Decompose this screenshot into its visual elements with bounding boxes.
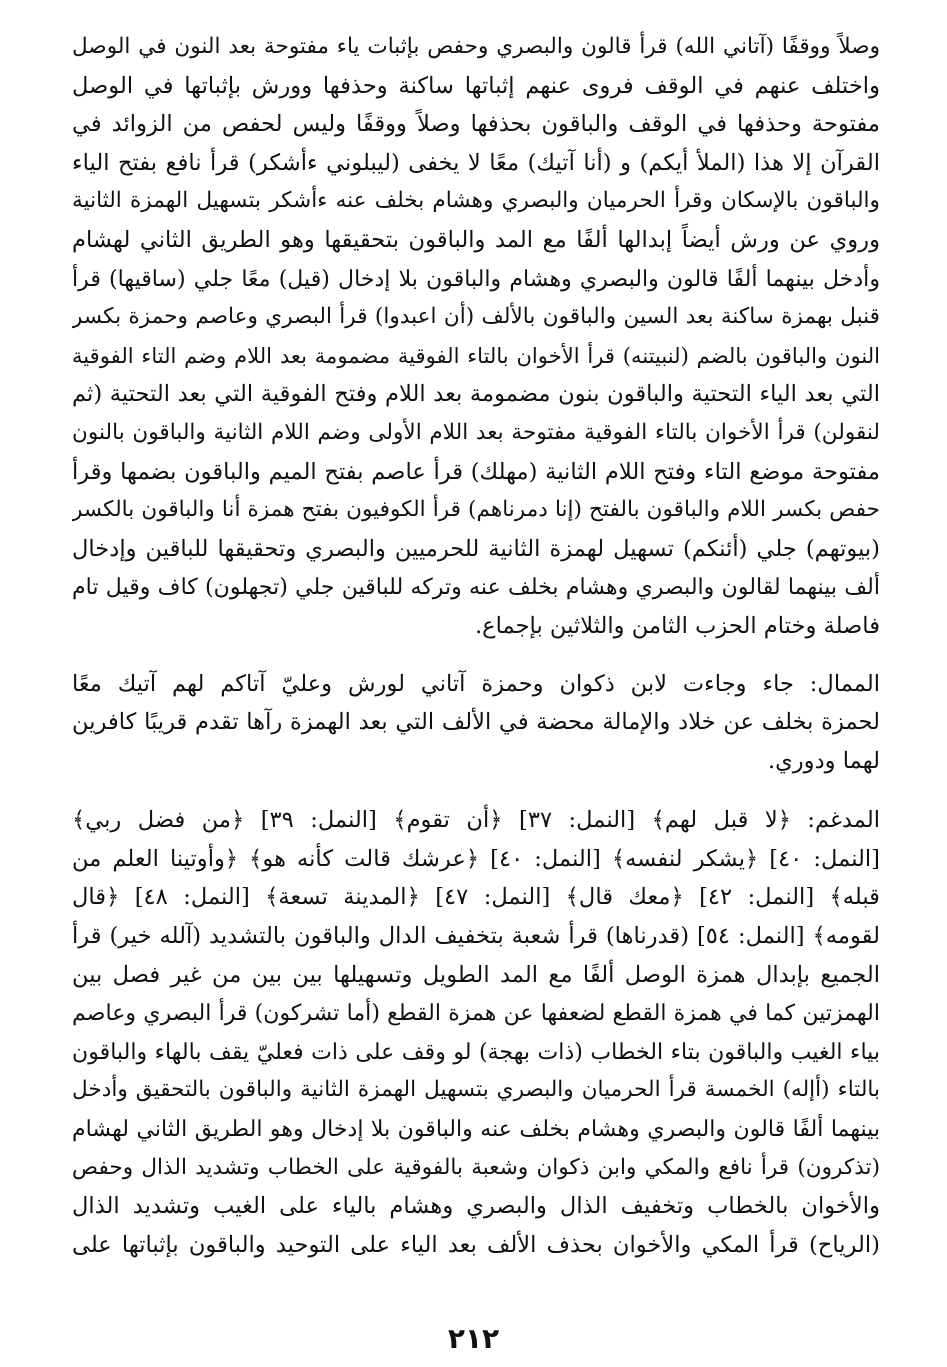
text-line: قبله﴾ [النمل: ٤٢] ﴿معك قال﴾ [النمل: ٤٧] ﴿المدينة تسعة﴾ [النمل: ٤٨] ﴿قال (72, 884, 880, 911)
text-line: [النمل: ٤٠] ﴿يشكر لنفسه﴾ [النمل: ٤٠] ﴿عرشك قالت كأنه هو﴾ ﴿وأوتينا العلم من (72, 845, 880, 872)
paragraph-mumal (72, 665, 880, 781)
text-line: ألف بينهما لقالون والبصري وهشام بخلف عنه وتركه للباقين جلي (تجهلون) كاف وقيل تام (72, 574, 880, 601)
page-number: ٢١٢ (447, 1322, 500, 1355)
text-line: والباقون بالإسكان وقرأ الحرميان والبصري وهشام بخلف عنه ءأشكر بتسهيل الهمزة الثانية (72, 188, 880, 214)
text-line: لحمزة بخلف عن خلاد والإمالة محضة في الألف التي بعد الهمزة رآها تقدم قريبًا كافرين (72, 709, 880, 736)
paragraph-readings (72, 28, 880, 646)
text-line: المدغم: ﴿لا قبل لهم﴾ [النمل: ٣٧] ﴿أن تقوم﴾ [النمل: ٣٩] ﴿من فضل ربي﴾ (72, 807, 880, 834)
text-line: فاصلة وختام الحزب الثامن والثلاثين بإجماع. (474, 612, 880, 639)
text-line: التي بعد الياء التحتية والباقون بنون مضمومة بعد اللام وفتح الفوقية التي بعد التحتية (ثم (72, 381, 880, 408)
text-line: وأدخل بينهما ألفًا قالون والبصري وهشام والباقون بلا إدخال (قيل) معًا جلي (ساقيها) قرأ (72, 265, 880, 292)
text-line: بالتاء (أإله) الخمسة قرأ الحرميان والبصري بتسهيل الهمزة الثانية والباقون بالتحقيق وأدخل (72, 1077, 880, 1103)
text-line: (تذكرون) قرأ نافع والمكي وابن ذكوان وشعبة بالفوقية على الخطاب وتشديد الذال وحفص (72, 1154, 880, 1180)
text-line: لقومه﴾ [النمل: ٥٤] (قدرناها) قرأ شعبة بتخفيف الدال والباقون بالتشديد (آلله خير) قرأ (72, 923, 880, 950)
text-line: واختلف عنهم في الوقف فروى عنهم إثباتها ساكنة وحذفها وورش بإثباتها في الوصل (72, 72, 880, 99)
text-line: مفتوحة موضع التاء وفتح اللام الثانية (مهلك) قرأ عاصم بفتح الميم والباقون بضمها وقرأ (72, 458, 880, 485)
text-line: وصلاً ووقفًا (آتاني الله) قرأ قالون والبصري وحفص بإثبات ياء مفتوحة بعد النون في الوصل (72, 34, 880, 59)
text-line: الجميع بإبدال همزة الوصل ألفًا مع المد الطويل وتسهيلها بين بين من غير فصل بين (72, 961, 880, 988)
text-line: حفص بكسر اللام والباقون بالفتح (إنا دمرناهم) قرأ الكوفيون بفتح همزة أنا والباقون بالكسر (72, 497, 880, 523)
text-line: قنبل بهمزة ساكنة بعد السين والباقون بالألف (أن اعبدوا) قرأ البصري وعاصم وحمزة بكسر (72, 304, 880, 330)
text-line: (الرياح) قرأ المكي والأخوان بحذف الألف بعد الياء على التوحيد والباقون بإثباتها على (72, 1231, 880, 1258)
text-line: القرآن إلا هذا (الملأ أيكم) و (أنا آتيك) معًا لا يخفى (ليبلوني ءأشكر) قرأ نافع بفتح الياء (72, 149, 880, 176)
text-line: بياء الغيب والباقون بتاء الخطاب (ذات بهجة) لو وقف على ذات فعليّ يقف بالهاء والباقون (72, 1038, 880, 1065)
page-body (72, 28, 880, 1264)
text-line: الممال: جاء وجاءت لابن ذكوان وحمزة آتاني لورش وعليّ آتاكم لهم آتيك معًا (72, 670, 880, 697)
text-line: بينهما ألفًا قالون والبصري وهشام بخلف عنه والباقون بلا إدخال وهو الطريق الثاني لهشام (72, 1116, 880, 1143)
text-line: وروي عن ورش أيضاً إبدالها ألفًا مع المد والباقون بتحقيقها وهو الطريق الثاني لهشام (72, 226, 880, 253)
text-line: والأخوان بالخطاب وتخفيف الذال والبصري وهشام بالياء على الغيب وتشديد الذال (72, 1193, 880, 1220)
text-line: الهمزتين كما في همزة القطع لضعفها عن همزة القطع (أما تشركون) قرأ البصري وعاصم (72, 1000, 880, 1027)
text-line: مفتوحة وحذفها في الوقف والباقون بحذفها وصلاً ووقفًا وليس لحفص من الزوائد في (72, 111, 880, 138)
text-line: النون والباقون بالضم (لنبيتنه) قرأ الأخوان بالتاء الفوقية مضمومة بعد اللام وضم التاء الفوقية (72, 342, 880, 368)
text-line: (بيوتهم) جلي (أئنكم) تسهيل لهمزة الثانية للحرميين والبصري وتحقيقها للباقين وإدخال (72, 535, 880, 562)
text-line: لنقولن) قرأ الأخوان بالتاء الفوقية مفتوحة بعد اللام الأولى وضم اللام الثانية والباقون بالنون (72, 419, 880, 445)
paragraph-mudgham (72, 801, 880, 1264)
text-line: لهما ودوري. (767, 747, 880, 774)
